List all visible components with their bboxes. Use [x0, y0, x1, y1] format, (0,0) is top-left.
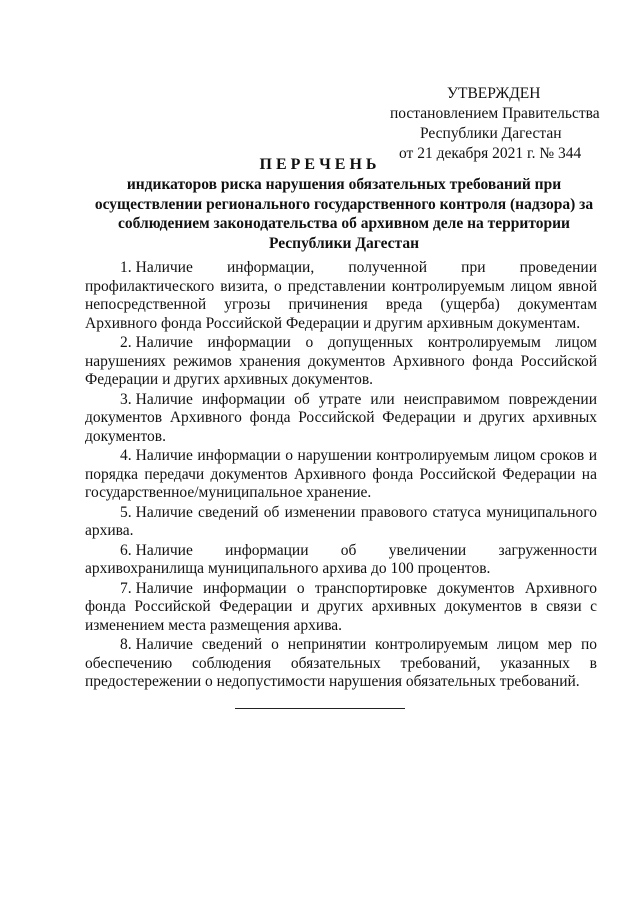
approval-heading: УТВЕРЖДЕН [447, 85, 541, 102]
list-item [85, 447, 597, 503]
item-text: Наличие информации о транспортировке документов Архивного фонда Российской Федерации и других архивных документов в связи с изменением места размещения архива. [85, 579, 597, 634]
item-number: 6. [120, 541, 132, 559]
item-text: Наличие информации о нарушении контролируемым лицом сроков и порядка передачи документов Архивного фонда Российской Федерации на государственное/муниципальное хранение. [85, 447, 597, 501]
approval-stamp [370, 84, 610, 164]
list-item [85, 504, 597, 541]
document-subtitle [84, 175, 604, 253]
subtitle-line: соблюдением законодательства об архивном деле на территории [118, 215, 570, 232]
item-text: Наличие сведений о непринятии контролируемым лицом мер по обеспечению соблюдения обязательных требований, указанных в предостережении о недопустимости нарушения обязательных требований. [85, 636, 597, 690]
list-item [85, 580, 597, 636]
item-number: 3. [120, 390, 132, 408]
approval-region: Республики Дагестан [420, 125, 562, 142]
item-number: 5. [120, 503, 132, 521]
document-title: ПЕРЕЧЕНЬ [259, 156, 381, 173]
list-item [85, 636, 597, 692]
list-item [85, 334, 597, 390]
list-item [85, 259, 597, 333]
approval-date: от 21 декабря 2021 г. № 344 [399, 145, 582, 162]
subtitle-line: индикаторов риска нарушения обязательных требований при [126, 176, 562, 193]
item-number: 7. [120, 579, 132, 597]
list-item [85, 542, 597, 579]
subtitle-line: Республики Дагестан [268, 234, 420, 252]
item-number: 2. [120, 334, 132, 351]
closing-divider [235, 708, 405, 709]
subtitle-line: осуществлении регионального государственного контроля (надзора) за [94, 195, 594, 213]
item-text: Наличие информации, полученной при проведении профилактического визита, о представлении контролируемым лицом явной непосредственной угрозы причинения вреда (ущерба) документам Архивного фонда Российской Федерации и другим архивным документам. [85, 259, 597, 332]
item-number: 8. [120, 636, 132, 653]
indicator-list [85, 259, 597, 693]
item-text: Наличие информации о допущенных контролируемым лицом нарушениях режимов хранения документов Архивного фонда Российской Федерации и других архивных документов. [85, 334, 597, 388]
item-text: Наличие информации об увеличении загруженности архивохранилища муниципального архива до 100 процентов. [85, 541, 597, 577]
item-number: 4. [120, 447, 132, 464]
list-item [85, 391, 597, 447]
item-text: Наличие сведений об изменении правового статуса муниципального архива. [85, 503, 597, 539]
approval-issuer: постановлением Правительства [390, 105, 600, 122]
item-number: 1. [120, 259, 132, 276]
item-text: Наличие информации об утрате или неисправимом повреждении документов Архивного фонда Российской Федерации и других архивных документов. [85, 390, 597, 445]
